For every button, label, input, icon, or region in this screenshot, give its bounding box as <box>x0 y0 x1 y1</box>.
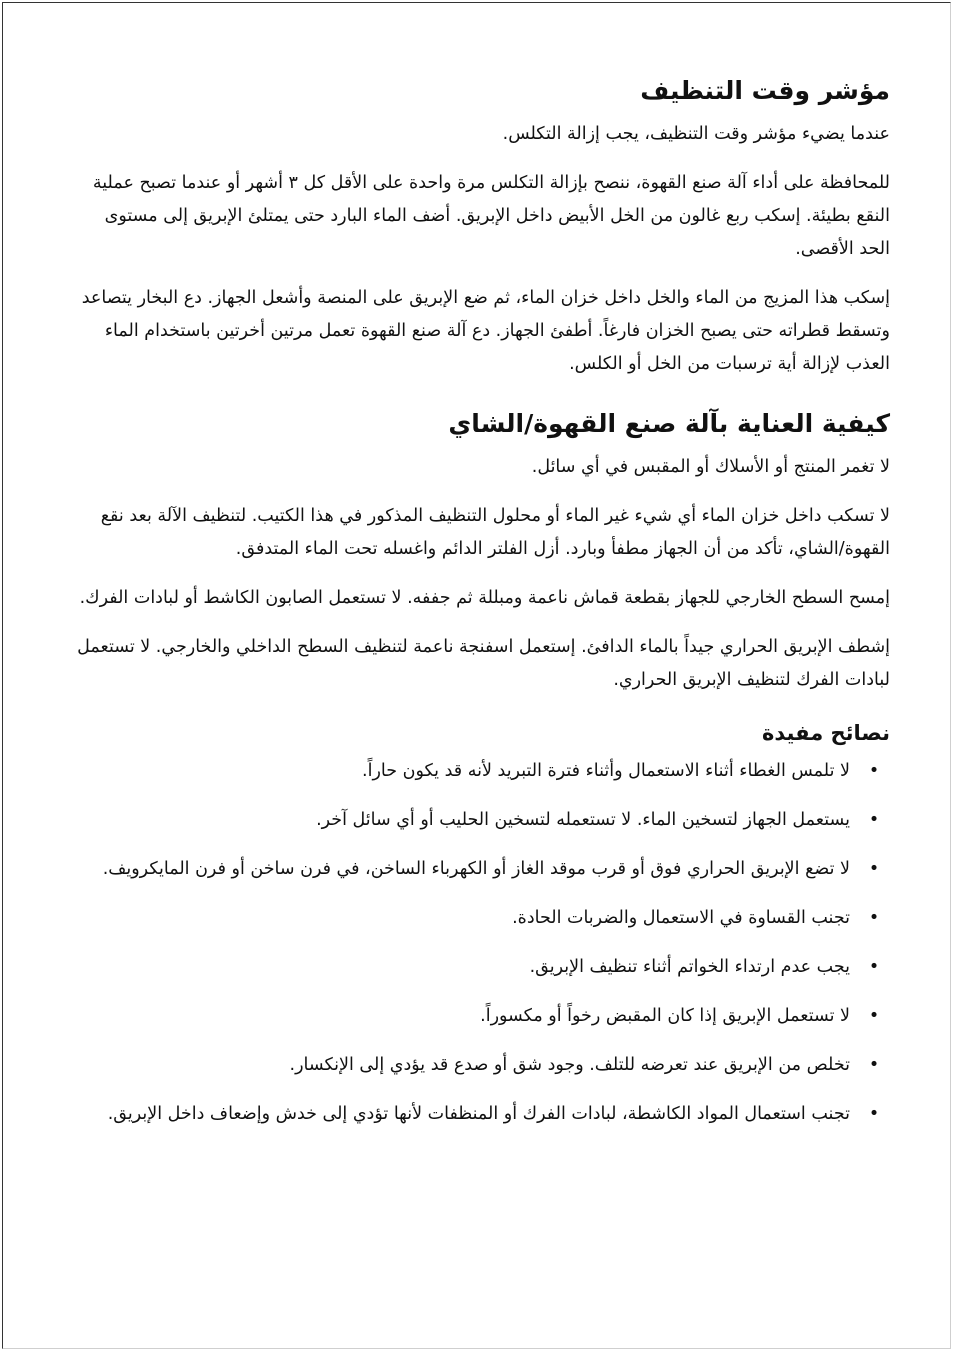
list-item-text: يستعمل الجهاز لتسخين الماء. لا تستعمله لتسخين الحليب أو أي سائل آخر. <box>316 810 850 830</box>
paragraph: لا تغمر المنتج أو الأسلاك أو المقبس في أي سائل. <box>531 457 890 477</box>
paragraph: لا تسكب داخل خزان الماء أي شيء غير الماء أو محلول التنظيف المذكور في هذا الكتيب. لتنظيف الآلة بعد نقع القهوة/الشاي، تأكد من أن الجهاز مطفأ وبارد. أزل الفلتر الدائم واغسله تحت الماء المتدفق. <box>100 506 890 559</box>
list-item-text: لا تلمس الغطاء أثناء الاستعمال وأثناء فترة التبريد لأنه قد يكون حاراً. <box>362 761 850 781</box>
list-item <box>70 853 890 886</box>
list-item-text: لا تضع الإبريق الحراري فوق أو قرب موقد الغاز أو الكهرباء الساخن، في فرن ساخن أو فرن المايكرويف. <box>102 859 850 879</box>
bullet-icon: • <box>868 1104 880 1124</box>
list-item-text: تخلص من الإبريق عند تعرضه للتلف. وجود شق أو صدع قد يؤدي إلى الإنكسار. <box>289 1055 850 1075</box>
section-title-tips: نصائح مفيدة <box>761 721 890 745</box>
bullet-icon: • <box>868 761 880 781</box>
bullet-icon: • <box>868 859 880 879</box>
paragraph: للمحافظة على أداء آلة صنع القهوة، ننصح بإزالة التكلس مرة واحدة على الأقل كل ٣ أشهر أو عندما تصبح عملية النقع بطيئة. إسكب ربع غالون من الخل الأبيض داخل الإبريق. أضف الماء البارد حتى يمتلئ الإبريق إلى مستوى الحد الأقصى. <box>92 173 890 259</box>
list-item-text: تجنب استعمال المواد الكاشطة، لبادات الفرك أو المنظفات لأنها تؤدي إلى خدش وإضعاف داخل الإبريق. <box>107 1104 850 1124</box>
tips-list <box>70 755 890 1131</box>
section-title-care: كيفية العناية بآلة صنع القهوة/الشاي <box>448 409 890 438</box>
list-item <box>70 1049 890 1082</box>
list-item <box>70 755 890 788</box>
list-item-text: يجب عدم ارتداء الخواتم أثناء تنظيف الإبريق. <box>529 957 850 977</box>
list-item <box>70 804 890 837</box>
bullet-icon: • <box>868 810 880 830</box>
list-item-text: لا تستعمل الإبريق إذا كان المقبض رخواً أو مكسوراً. <box>480 1006 850 1026</box>
paragraph: إشطف الإبريق الحراري جيداً بالماء الدافئ. إستعمل اسفنجة ناعمة لتنظيف السطح الداخلي والخارجي. لا تستعمل لبادات الفرك لتنظيف الإبريق الحراري. <box>77 637 890 690</box>
bullet-icon: • <box>868 957 880 977</box>
list-item <box>70 1000 890 1033</box>
bullet-icon: • <box>868 1055 880 1075</box>
list-item <box>70 1098 890 1131</box>
paragraph: إمسح السطح الخارجي للجهاز بقطعة قماش ناعمة ومبللة ثم جففه. لا تستعمل الصابون الكاشط أو لبادات الفرك. <box>79 588 890 608</box>
section-title-cleaning-indicator: مؤشر وقت التنظيف <box>640 76 890 105</box>
paragraph: عندما يضيء مؤشر وقت التنظيف، يجب إزالة التكلس. <box>502 124 890 144</box>
list-item-text: تجنب القساوة في الاستعمال والضربات الحادة. <box>512 908 850 928</box>
bullet-icon: • <box>868 908 880 928</box>
list-item <box>70 951 890 984</box>
document-body <box>70 60 890 1147</box>
bullet-icon: • <box>868 1006 880 1026</box>
list-item <box>70 902 890 935</box>
paragraph: إسكب هذا المزيج من الماء والخل داخل خزان الماء، ثم ضع الإبريق على المنصة وأشعل الجهاز. دع البخار يتصاعد وتسقط قطراته حتى يصبح الخزان فارغاً. أطفئ الجهاز. دع آلة صنع القهوة تعمل مرتين أخرتين باستخدام الماء العذب لإزالة أية ترسبات من الخل أو الكلس. <box>81 288 890 374</box>
